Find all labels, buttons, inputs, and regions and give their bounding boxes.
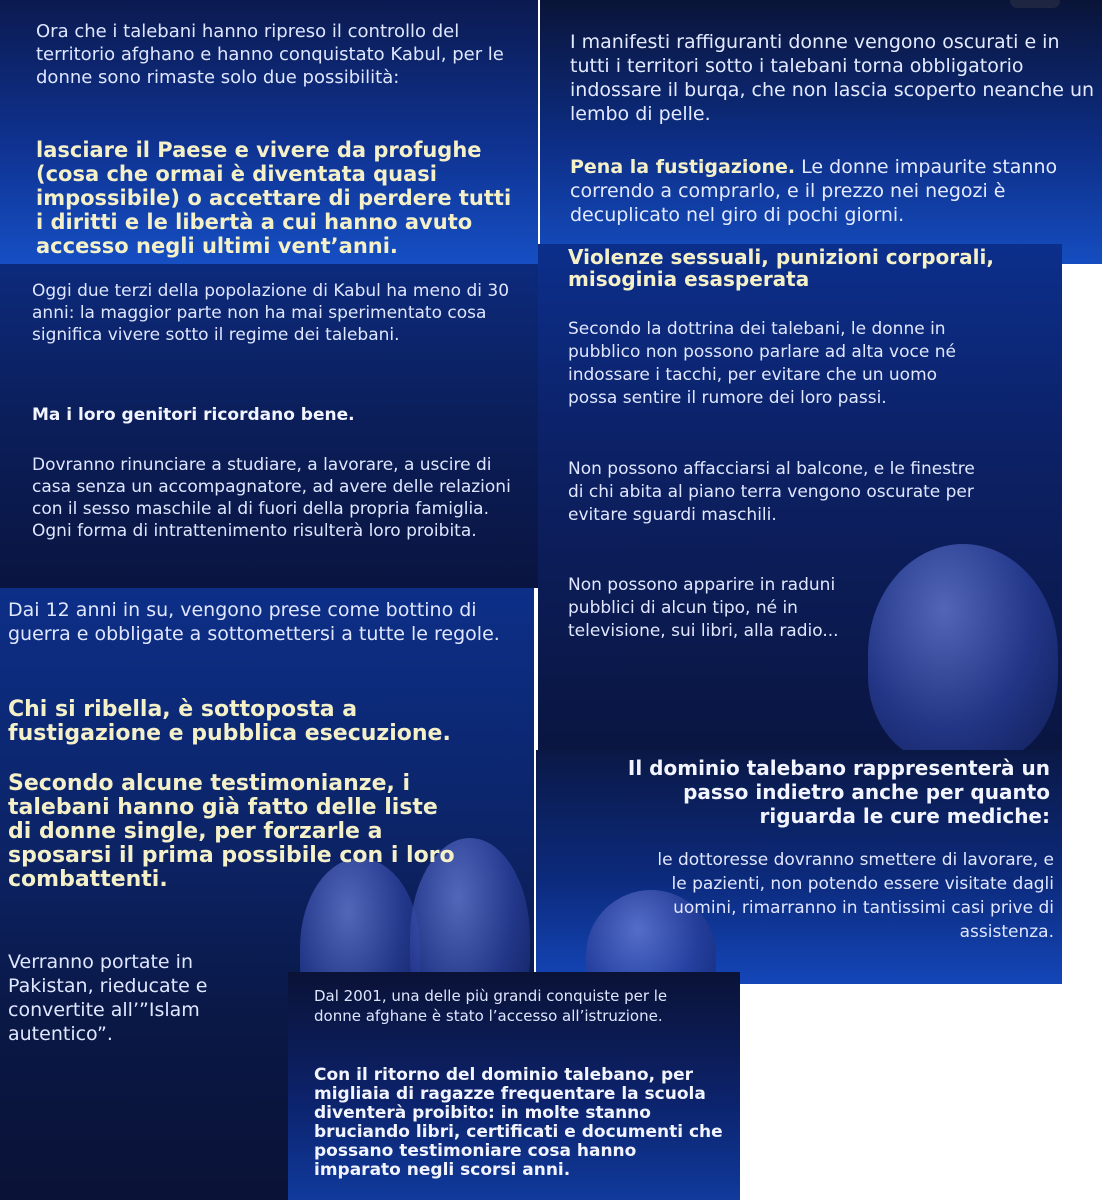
- slide-text-education: Dal 2001, una delle più grandi conquiste per le donne afghane è stato l’accesso all’istruzione.: [314, 987, 668, 1025]
- slide-text-manifesti: I manifesti raffiguranti donne vengono oscurati e in tutti i territori sotto i talebani torna obbligatorio indossare il burqa, che non lascia scoperto neanche un lembo di pelle.: [570, 31, 1095, 125]
- slide-violence: [538, 244, 1062, 752]
- slide-medical-care: [536, 750, 1062, 984]
- slide-kabul-population: [0, 264, 540, 588]
- slide-text-public: Non possono apparire in raduni pubblici di alcun tipo, né in televisione, sui libri, alla radio...: [568, 575, 839, 641]
- slide-text-rest: Le donne impaurite stanno correndo a comprarlo, e il prezzo nei negozi è decuplicato nel giro di pochi giorni.: [570, 156, 1058, 226]
- slide-text-school: Con il ritorno del dominio talebano, per migliaia di ragazze frequentare la scuola diventerà proibito: in molte stanno bruciando libri, certificati e documenti che possano testimoniare cosa hanno imparato negli scorsi anni.: [314, 1065, 723, 1180]
- slide-text-pakistan: Verranno portate in Pakistan, rieducate e convertite all’”Islam autentico”.: [8, 951, 208, 1045]
- slide-women-options: [0, 0, 538, 270]
- slide-heading-violence: Violenze sessuali, punizioni corporali, misoginia esasperata: [568, 245, 994, 291]
- slide-counter-pill: [1010, 0, 1060, 8]
- slide-text-testimonies: Secondo alcune testimonianze, i talebani hanno già fatto delle liste di donne single, per forzarle a sposarsi il prima possibile con i loro combattenti.: [8, 771, 455, 892]
- slide-text-highlight: lasciare il Paese e vivere da profughe (cosa che ormai è diventata quasi impossibile) o accettare di perdere tutti i diritti e le libertà a cui hanno avuto accesso negli ultimi vent’anni.: [36, 138, 512, 258]
- slide-education: [288, 972, 740, 1200]
- slide-text-doctrine: Secondo la dottrina dei talebani, le donne in pubblico non possono parlare ad alta voce né indossare i tacchi, per evitare che un uomo possa sentire il rumore dei loro passi.: [568, 319, 956, 408]
- slide-text-parents: Ma i loro genitori ricordano bene.: [32, 405, 355, 425]
- slide-text-balcony: Non possono affacciarsi al balcone, e le finestre di chi abita al piano terra vengono oscurate per evitare sguardi maschili.: [568, 459, 975, 525]
- slide-heading-medical: Il dominio talebano rappresenterà un passo indietro anche per quanto riguarda le cure mediche:: [627, 756, 1050, 828]
- slide-text-doctors: le dottoresse dovranno smettere di lavorare, e le pazienti, non potendo essere visitate dagli uomini, rimarranno in tantissimi casi prive di assistenza.: [657, 850, 1054, 942]
- slide-text-restrictions: Dovranno rinunciare a studiare, a lavorare, a uscire di casa senza un accompagnatore, ad avere delle relazioni con il sesso maschile al di fuori della propria famiglia. Ogni forma di intrattenimento risulterà loro proibita.: [32, 455, 511, 541]
- slide-burqa: [540, 0, 1102, 264]
- slide-text-bold: Pena la fustigazione.: [570, 156, 796, 178]
- slide-text-intro: Ora che i talebani hanno ripreso il controllo del territorio afghano e hanno conquistato Kabul, per le donne sono rimaste solo due possibilità:: [36, 21, 504, 88]
- slide-text-rebellion: Chi si ribella, è sottoposta a fustigazione e pubblica esecuzione.: [8, 697, 451, 746]
- slide-text-fustigazione: [570, 155, 1100, 227]
- slide-text-population: Oggi due terzi della popolazione di Kabul ha meno di 30 anni: la maggior parte non ha mai sperimentato cosa significa vivere sotto il regime dei talebani.: [32, 281, 510, 345]
- burqa-figure-image: [868, 544, 1058, 752]
- slide-text-spoils: Dai 12 anni in su, vengono prese come bottino di guerra e obbligate a sottomettersi a tutte le regole.: [8, 599, 500, 645]
